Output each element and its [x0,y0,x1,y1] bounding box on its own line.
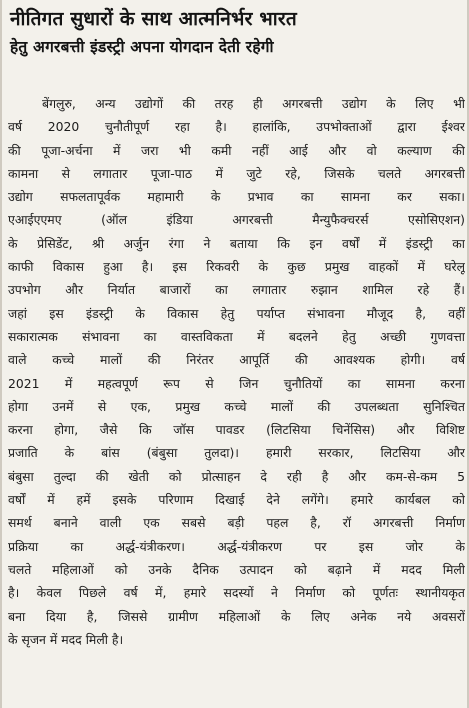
headline-line-1: नीतिगत सुधारों के साथ आत्मनिर्भर भारत [10,8,297,30]
body-line: के सृजन में मदद मिली है। [8,631,124,647]
body-line: उद्योग सफलतापूर्वक महामारी के प्रभाव का सामना कर सका। [8,189,465,205]
body-line: उपभोग और निर्यात बाजारों का लगातार रुझान शामिल रहे हैं। [8,282,465,298]
article-body [8,92,465,651]
body-line: बना दिया है, जिससे ग्रामीण महिलाओं के लिए अनेक नये अवसरों [8,608,465,624]
body-line: की पूजा-अर्चना में जरा भी कमी नहीं आई और वो कल्याण की [8,142,465,158]
body-line: वर्ष 2020 चुनौतीपूर्ण रहा है। हालांकि, उपभोक्ताओं द्वारा ईश्वर [8,119,465,135]
body-line: बेंगलुरु, अन्य उद्योगों की तरह ही अगरबत्ती उद्योग के लिए भी [42,96,465,111]
body-line: 2021 में महत्वपूर्ण रूप से जिन चुनौतियों का सामना करना [8,375,465,391]
body-line: वाले कच्चे मालों की निरंतर आपूर्ति की आवश्यक होगी। वर्ष [8,352,465,368]
body-line: प्रक्रिया का अर्द्ध-यंत्रीकरण। अर्द्ध-यंत्रीकरण पर इस जोर के [8,538,465,554]
body-line: वर्षों में हमें इसके परिणाम दिखाई देने लगेंगे। हमारे कार्यबल को [8,492,465,508]
body-line: प्रजाति के बांस (बंबुसा तुलदा)। हमारी सरकार, लिटसिया और [8,445,465,461]
body-line: एआईएएमए (ऑल इंडिया अगरबत्ती मैन्युफैक्चरर्स एसोसिएशन) [8,212,465,228]
body-line: करना होगा, जैसे कि जॉस पावडर (लिटसिया चिनेंसिस) और विशिष्ट [8,422,465,438]
body-line: कामना से लगातार पूजा-पाठ में जुटे रहे, जिसके चलते अगरबत्ती [8,165,465,181]
body-line: के प्रेसिडेंट, श्री अर्जुन रंगा ने बताया कि इन वर्षों में इंडस्ट्री का [8,235,465,251]
body-line: चलते महिलाओं को उनके दैनिक उत्पादन को बढ़ाने में मदद मिली [8,561,465,577]
article-headline [10,4,463,60]
body-line: सकारात्मक संभावना का वास्तविकता में बदलने हेतु अच्छी गुणवत्ता [8,328,465,344]
body-line: जहां इस इंडस्ट्री के विकास हेतु पर्याप्त संभावना मौजूद है, वहीं [8,305,465,321]
headline-line-2: हेतु अगरबत्ती इंडस्ट्री अपना योगदान देती रहेगी [10,38,274,56]
body-line: समर्थ बनाने वाली एक सबसे बड़ी पहल है, रॉ अगरबत्ती निर्माण [8,515,465,531]
body-line: बंबुसा तुल्दा की खेती को प्रोत्साहन दे रही है और कम-से-कम 5 [8,468,465,484]
body-line: है। केवल पिछले वर्ष में, हमारे सदस्यों ने निर्माण को पूर्णतः स्थानीयकृत [8,585,465,601]
body-line: काफी विकास हुआ है। इस रिकवरी के कुछ प्रमुख वाहकों में घरेलू [8,259,465,275]
body-line: होगा उनमें से एक, प्रमुख कच्चे मालों की उपलब्धता सुनिश्चित [8,398,465,414]
